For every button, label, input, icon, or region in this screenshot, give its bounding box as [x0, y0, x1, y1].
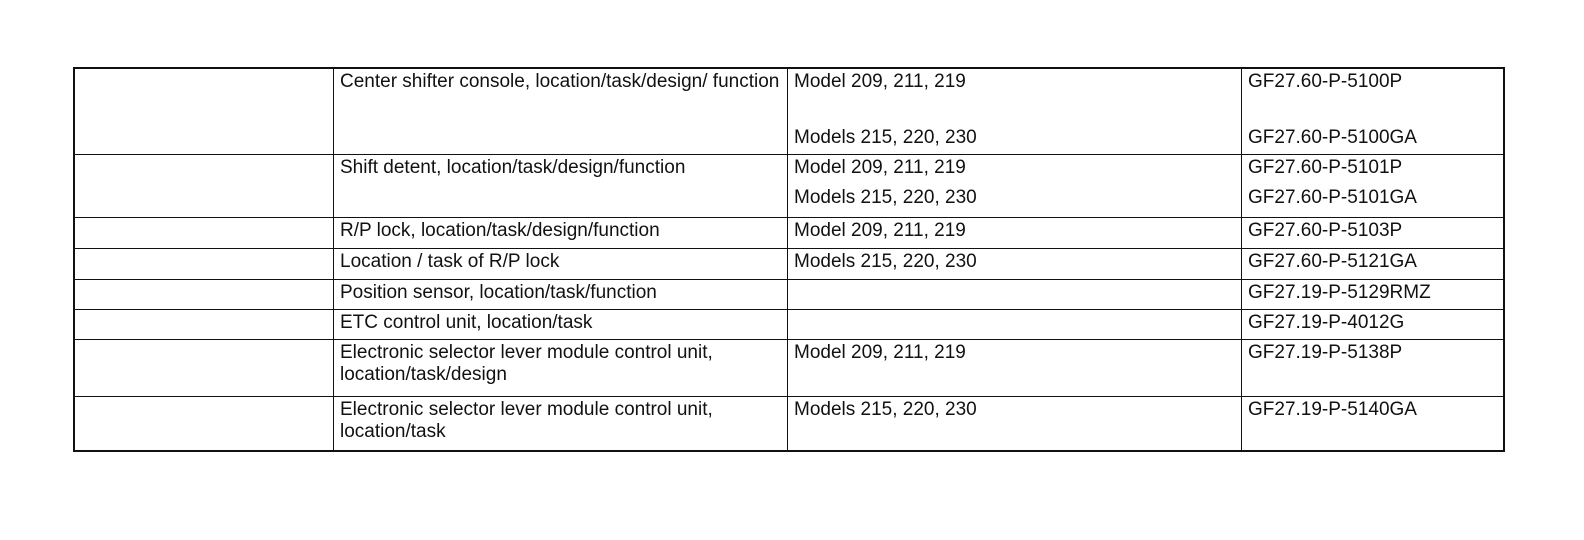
- description-cell: [334, 248, 788, 279]
- blank-cell: [74, 248, 334, 279]
- description-text: Location / task of R/P lock: [340, 250, 560, 272]
- reference-table: [73, 67, 1505, 452]
- model-text: Models 215, 220, 230: [794, 398, 977, 420]
- model-text: Model 209, 211, 219: [794, 156, 966, 178]
- model-text: Models 215, 220, 230: [794, 127, 977, 148]
- table-row: [74, 339, 1504, 396]
- reference-code: GF27.19-P-4012G: [1248, 311, 1405, 333]
- reference-code: GF27.60-P-5100P: [1248, 71, 1403, 92]
- model-cell: [788, 154, 1242, 217]
- reference-code: GF27.19-P-5140GA: [1248, 398, 1417, 420]
- reference-code: GF27.60-P-5101P: [1248, 156, 1403, 178]
- reference-cell: [1242, 339, 1505, 396]
- model-cell: [788, 68, 1242, 154]
- reference-code: GF27.60-P-5103P: [1248, 219, 1403, 241]
- description-cell: [334, 217, 788, 248]
- reference-cell: [1242, 309, 1505, 339]
- table-row: [74, 217, 1504, 248]
- description-text: Electronic selector lever module control unit, location/task: [340, 398, 713, 442]
- model-text: Models 215, 220, 230: [794, 250, 977, 272]
- reference-cell: [1242, 68, 1505, 154]
- model-text: Model 209, 211, 219: [794, 219, 966, 241]
- reference-cell: [1242, 154, 1505, 217]
- model-text: Model 209, 211, 219: [794, 71, 966, 92]
- model-cell: [788, 309, 1242, 339]
- model-cell: [788, 339, 1242, 396]
- description-text: R/P lock, location/task/design/function: [340, 219, 660, 241]
- blank-cell: [74, 396, 334, 451]
- reference-code: GF27.19-P-5129RMZ: [1248, 281, 1431, 303]
- model-cell: [788, 396, 1242, 451]
- reference-code: GF27.19-P-5138P: [1248, 341, 1403, 363]
- blank-cell: [74, 217, 334, 248]
- blank-cell: [74, 154, 334, 217]
- description-text: Position sensor, location/task/function: [340, 281, 657, 303]
- blank-cell: [74, 68, 334, 154]
- description-text: Center shifter console, location/task/design/ function: [340, 71, 780, 92]
- blank-cell: [74, 339, 334, 396]
- reference-code: GF27.60-P-5100GA: [1248, 127, 1417, 148]
- description-cell: [334, 396, 788, 451]
- model-text: Model 209, 211, 219: [794, 341, 966, 363]
- table-row: [74, 396, 1504, 451]
- description-text: ETC control unit, location/task: [340, 311, 593, 333]
- description-cell: [334, 154, 788, 217]
- model-cell: [788, 217, 1242, 248]
- table-row: [74, 279, 1504, 309]
- blank-cell: [74, 279, 334, 309]
- reference-code: GF27.60-P-5101GA: [1248, 186, 1417, 208]
- reference-code: GF27.60-P-5121GA: [1248, 250, 1417, 272]
- description-cell: [334, 309, 788, 339]
- reference-cell: [1242, 248, 1505, 279]
- table-row: [74, 309, 1504, 339]
- description-text: Electronic selector lever module control unit, location/task/design: [340, 341, 713, 385]
- reference-cell: [1242, 396, 1505, 451]
- table-row: [74, 154, 1504, 217]
- blank-cell: [74, 309, 334, 339]
- description-text: Shift detent, location/task/design/function: [340, 156, 686, 178]
- description-cell: [334, 279, 788, 309]
- description-cell: [334, 339, 788, 396]
- table-row: [74, 248, 1504, 279]
- reference-cell: [1242, 279, 1505, 309]
- table-row: [74, 68, 1504, 154]
- model-cell: [788, 248, 1242, 279]
- model-text: Models 215, 220, 230: [794, 186, 977, 208]
- description-cell: [334, 68, 788, 154]
- reference-cell: [1242, 217, 1505, 248]
- model-cell: [788, 279, 1242, 309]
